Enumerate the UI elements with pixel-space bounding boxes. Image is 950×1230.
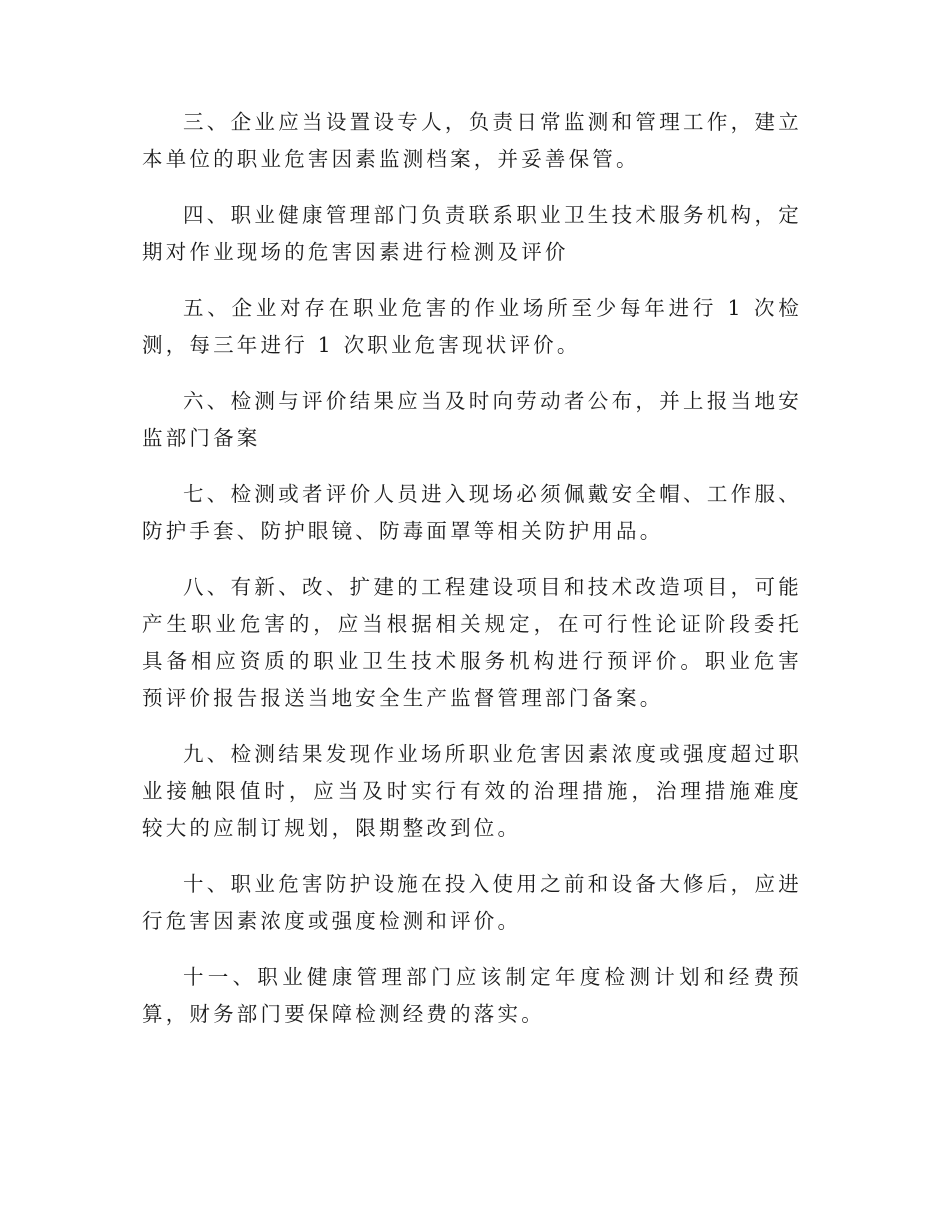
paragraph-9: 九、检测结果发现作业场所职业危害因素浓度或强度超过职业接触限值时，应当及时实行有效的治理措施，治理措施难度较大的应制订规划，限期整改到位。 xyxy=(142,742,802,840)
paragraph-10: 十、职业危害防护设施在投入使用之前和设备大修后，应进行危害因素浓度或强度检测和评价。 xyxy=(142,872,802,933)
document-body xyxy=(142,104,802,1052)
paragraph-8: 八、有新、改、扩建的工程建设项目和技术改造项目，可能产生职业危害的，应当根据相关规定，在可行性论证阶段委托具备相应资质的职业卫生技术服务机构进行预评价。职业危害预评价报告报送当地安全生产监督管理部门备案。 xyxy=(142,575,802,710)
paragraph-3: 三、企业应当设置设专人，负责日常监测和管理工作，建立本单位的职业危害因素监测档案，并妥善保管。 xyxy=(142,110,802,171)
paragraph-11: 十一、职业健康管理部门应该制定年度检测计划和经费预算，财务部门要保障检测经费的落实。 xyxy=(142,965,802,1026)
paragraph-7: 七、检测或者评价人员进入现场必须佩戴安全帽、工作服、防护手套、防护眼镜、防毒面罩等相关防护用品。 xyxy=(142,482,802,543)
paragraph-6: 六、检测与评价结果应当及时向劳动者公布，并上报当地安监部门备案 xyxy=(142,389,802,450)
paragraph-4: 四、职业健康管理部门负责联系职业卫生技术服务机构，定期对作业现场的危害因素进行检测及评价 xyxy=(142,203,802,264)
paragraph-5: 五、企业对存在职业危害的作业场所至少每年进行 1 次检测，每三年进行 1 次职业危害现状评价。 xyxy=(142,296,802,357)
